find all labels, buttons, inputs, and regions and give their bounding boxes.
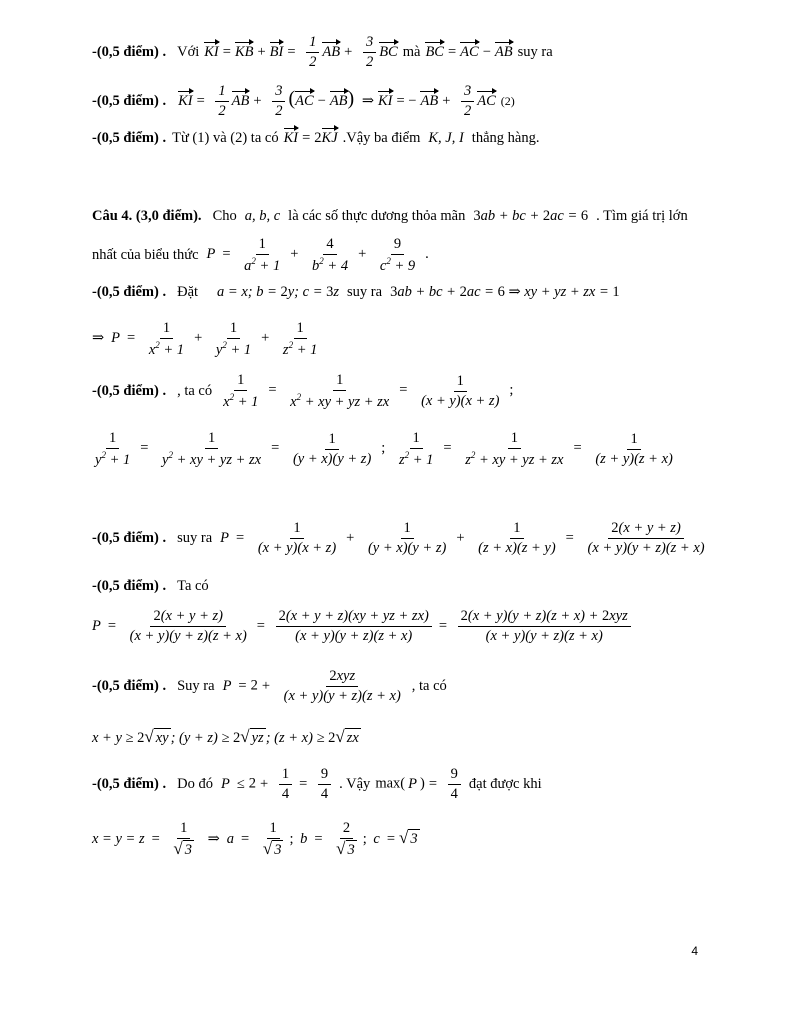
text: Ta có xyxy=(177,578,209,594)
text: Suy ra xyxy=(177,677,215,694)
formula: BC = AC − AB xyxy=(425,43,513,60)
text: suy ra xyxy=(177,529,213,546)
formula: $\frac{1}{x^2 + 1}$ = $\frac{1}{x^2 + xy + yz + zx}$ = $\frac{1}{(x + y)(x + z)}$ ; xyxy=(223,372,514,410)
text: . Tìm giá trị lớn xyxy=(596,208,688,224)
text: đạt được khi xyxy=(468,775,542,792)
formula: $\frac{1}{y^2 + 1}$ = $\frac{1}{y^2 + xy + yz + zx}$ = $\frac{1}{(y + x)(y + z)}$ ; $\frac{1}{z^2 + 1}$ = $\frac{1}{z^2 + xy + yz + zx}$ = $\frac{1}{(z + y)(z + x)}$ xyxy=(95,430,673,468)
score-label: -(0,5 điểm) . xyxy=(92,529,167,546)
formula: max( P ) = $\frac{9}{4}$ xyxy=(375,766,464,802)
text: là các số thực dương thỏa mãn xyxy=(288,208,466,224)
step-3-line xyxy=(92,372,517,410)
step-3-formula xyxy=(92,430,679,468)
step-1-formula xyxy=(92,320,323,358)
formula: P = $\frac{2(x + y + z)}{(x + y)(y + z)(z + x)}$ = $\frac{2(x + y + z)(xy + yz + zx)}{(x + y)(y + z)(z + x)}$ = $\frac{\text{2(x + y)(y + z)(z + x) + 2xyz}}{(x + y)(y + z)(z + x)}$ xyxy=(92,608,634,644)
score-label: -(0,5 điểm) . xyxy=(92,775,167,792)
formula: 3ab + bc + 2ac = 6 xyxy=(473,208,589,224)
formula: a, b, c xyxy=(244,208,281,224)
text: suy ra xyxy=(347,284,383,300)
equation-tag: (2) xyxy=(500,93,515,108)
question-4-line-2 xyxy=(92,236,433,274)
step-1-line xyxy=(92,284,623,301)
formula: ⇒ P = $\frac{1}{x^2 + 1}$ + $\frac{1}{y^2 + 1}$ + $\frac{1}{z^2 + 1}$ xyxy=(92,320,318,358)
step-5-formula xyxy=(92,608,634,644)
score-label: -(0,5 điểm) . xyxy=(92,92,167,109)
question-label: Câu 4. (3,0 điểm). xyxy=(92,208,202,224)
formula: KI = 2KJ xyxy=(283,130,338,146)
formula: P = 2 + $\frac{\text{2xyz}}{(x + y)(y + z)(z + x)}$ xyxy=(222,668,401,704)
step-7-line xyxy=(92,766,547,802)
step-6-formula xyxy=(92,728,364,748)
formula: KI = KB + BI = $\frac{1}{2}$ AB + $\frac{3}{2}$ BC xyxy=(204,34,398,70)
score-label: -(0,5 điểm) . xyxy=(92,382,167,399)
score-label: -(0,5 điểm) . xyxy=(92,130,167,146)
formula: P ≤ 2 + $\frac{1}{4}$ = $\frac{9}{4}$ xyxy=(218,766,334,802)
text: Với xyxy=(177,43,200,60)
formula: K, J, I xyxy=(428,130,464,146)
page-number: 4 xyxy=(691,944,698,958)
text: Cho xyxy=(212,208,237,224)
step-7-formula xyxy=(92,820,420,860)
formula: x = y = z = 1 √ 3 ⇒ a = 1 √ 3 ; b = 2 √ 3 ; c = √ 3 xyxy=(92,820,418,858)
step-line-3 xyxy=(92,130,544,147)
formula: P = $\frac{1}{(x + y)(x + z)}$ + $\frac{1}{(y + x)(y + z)}$ + $\frac{1}{(z + x)(z + y)}$ = $\frac{2(x + y + z)}{(x + y)(y + z)(z + x)}$ xyxy=(220,520,705,556)
text: Đặt xyxy=(177,284,199,300)
text: , ta có xyxy=(411,677,447,694)
formula: KI = $\frac{1}{2}$ AB + $\frac{3}{2}$ (AC − AB) ⇒ KI = − AB + $\frac{3}{2}$ AC xyxy=(178,83,496,119)
text: nhất của biểu thức xyxy=(92,246,199,263)
formula: 3ab + bc + 2ac = 6 ⇒ xy + yz + zx = 1 xyxy=(390,284,620,300)
text: thẳng hàng. xyxy=(471,130,540,146)
score-label: -(0,5 điểm) . xyxy=(92,677,167,694)
step-line-1 xyxy=(92,34,558,70)
text: Từ (1) và (2) ta có xyxy=(172,130,279,146)
text: . Vậy xyxy=(339,775,371,792)
step-line-2 xyxy=(92,83,520,119)
step-6-line xyxy=(92,668,452,704)
step-5-line xyxy=(92,578,214,595)
formula: x + y ≥ 2 √ xy ; (y + z) ≥ 2 √ yz ; (z + x) ≥ 2 √ zx xyxy=(92,727,359,746)
text: Do đó xyxy=(177,775,213,792)
score-label: -(0,5 điểm) . xyxy=(92,578,167,594)
question-4-line xyxy=(92,208,693,225)
text: suy ra xyxy=(517,43,553,60)
formula: P = $\frac{1}{a^2 + 1}$ + $\frac{4}{b^2 + 4}$ + $\frac{9}{c^2 + 9}$ . xyxy=(206,236,429,274)
step-4-line xyxy=(92,520,711,556)
score-label: -(0,5 điểm) . xyxy=(92,43,167,60)
formula: a = x; b = 2y; c = 3z xyxy=(217,284,340,300)
text: .Vậy ba điểm xyxy=(342,130,421,146)
text: , ta có xyxy=(177,382,213,399)
score-label: -(0,5 điểm) . xyxy=(92,284,167,300)
text: mà xyxy=(402,43,421,60)
